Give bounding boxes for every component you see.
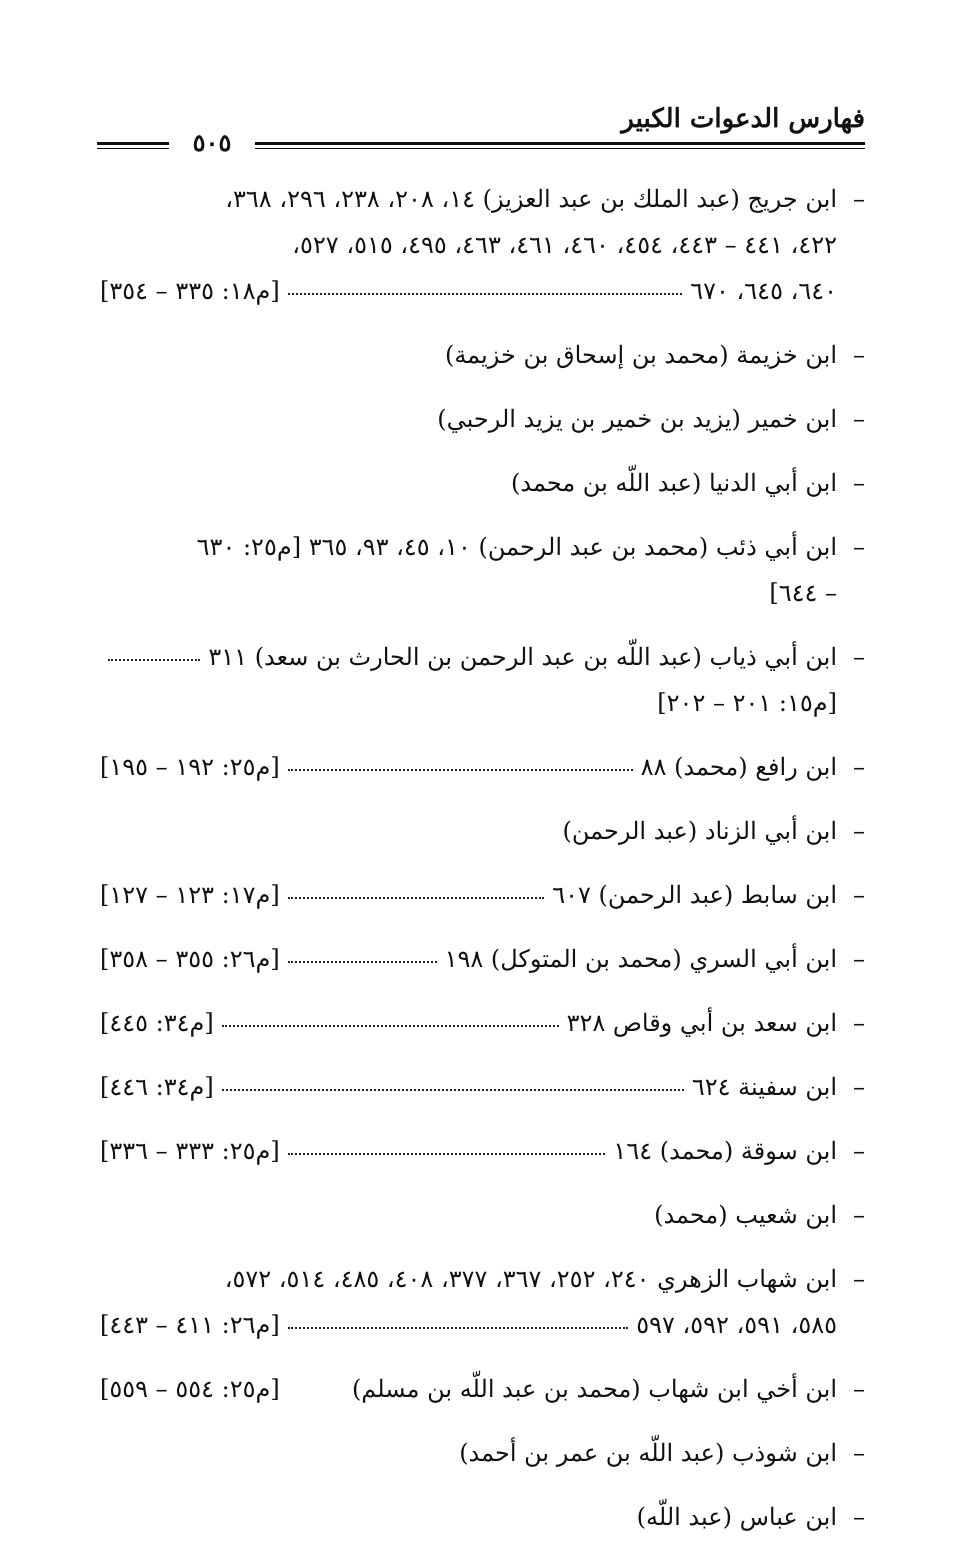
index-entry [100,1432,865,1478]
header-rule-right [255,142,865,149]
entry-dash: – [853,643,865,671]
dot-leader [288,1152,606,1155]
index-entry [100,526,865,618]
dot-leader [222,1088,684,1091]
entry-dash: – [853,817,865,845]
index-entry [100,874,865,920]
entry-line [100,810,837,856]
entry-line [100,270,837,316]
dot-leader [288,896,545,899]
entry-dash: – [853,1265,865,1293]
entry-line [100,1304,837,1350]
entry-text: ابن خمير (يزيد بن خمير بن يزيد الرحبي) [437,405,837,433]
entry-text: ابن شهاب الزهري ٢٤٠، ٢٥٢، ٣٦٧، ٣٧٧، ٤٠٨، ٤٨٥، ٥١٤، ٥٧٢، [224,1265,837,1293]
entry-text: ابن أبي الزناد (عبد الرحمن) [562,817,837,845]
entry-line [100,224,837,270]
index-entry [100,1002,865,1048]
dot-leader [222,1024,559,1027]
dot-leader [288,292,683,295]
page-number: ٥٠٥ [192,128,232,157]
entry-line [100,1368,837,1414]
entry-text: ابن سعد بن أبي وقاص ٣٢٨ [566,1009,837,1037]
entry-text: ٦٤٠، ٦٤٥، ٦٧٠ [690,277,837,305]
entry-dash: – [853,405,865,433]
index-entry [100,1194,865,1240]
index-entry [100,1066,865,1112]
index-entry [100,1496,865,1542]
entry-line [100,462,837,508]
entry-dash: – [853,341,865,369]
entry-line [100,1066,837,1112]
page-header [97,104,865,156]
entry-text: ابن أبي ذئب (محمد بن عبد الرحمن) ١٠، ٤٥، ٩٣، ٣٦٥ [م٢٥: ٦٣٠ [196,533,837,561]
index-entry [100,178,865,316]
entry-text: ابن جريج (عبد الملك بن عبد العزيز) ١٤، ٢٠٨، ٢٣٨، ٢٩٦، ٣٦٨، [225,185,837,213]
entry-dash: – [853,945,865,973]
index-entry [100,636,865,728]
header-rule-left [97,142,169,149]
entry-text: ابن سابط (عبد الرحمن) ٦٠٧ [552,881,837,909]
entry-dash: – [853,1439,865,1467]
entry-reference: [م٢٦: ٣٥٥ – ٣٥٨] [100,945,280,973]
entry-line [100,746,837,792]
entry-reference: [م٣٤: ٤٤٥] [100,1009,214,1037]
entry-dash: – [853,1073,865,1101]
entry-reference: [م١٧: ١٢٣ – ١٢٧] [100,881,280,909]
entry-text: ابن شعيب (محمد) [654,1201,837,1229]
entry-text: ابن سفينة ٦٢٤ [691,1073,837,1101]
entry-text: ابن أبي ذياب (عبد اللّه بن عبد الرحمن بن الحارث بن سعد) ٣١١ [208,643,837,671]
index-entry [100,1368,865,1414]
index-entry [100,746,865,792]
entry-line [100,526,837,572]
index-entry [100,810,865,856]
entry-line [100,1130,837,1176]
entry-text: – ٦٤٤] [769,579,837,607]
entry-text: ابن أبي السري (محمد بن المتوكل) ١٩٨ [444,945,837,973]
entry-reference: [م٢٥: ٣٣٣ – ٣٣٦] [100,1137,280,1165]
index-entry [100,1130,865,1176]
entry-line [100,1002,837,1048]
entry-reference: [م٢٦: ٤١١ – ٤٤٣] [100,1311,280,1339]
index-entry [100,1258,865,1350]
entry-reference: [م٢٥: ٥٥٤ – ٥٥٩] [100,1375,280,1403]
entry-dash: – [853,1503,865,1531]
entry-text: ابن شوذب (عبد اللّه بن عمر بن أحمد) [459,1439,837,1467]
entry-text: ابن خزيمة (محمد بن إسحاق بن خزيمة) [444,341,837,369]
entry-text: ابن أخي ابن شهاب (محمد بن عبد اللّه بن مسلم) [351,1375,837,1403]
entry-line [100,334,837,380]
entry-text: ابن أبي الدنيا (عبد اللّه بن محمد) [510,469,837,497]
entry-line [100,572,837,618]
entry-text: ٥٨٥، ٥٩١، ٥٩٢، ٥٩٧ [636,1311,837,1339]
dot-leader [288,1326,628,1329]
index-entry [100,462,865,508]
entry-line [100,636,837,682]
entry-dash: – [853,185,865,213]
entry-dash: – [853,1009,865,1037]
dot-leader [108,658,200,661]
dot-leader [288,960,437,963]
entry-line [100,682,837,728]
entry-reference: [م١٨: ٣٣٥ – ٣٥٤] [100,277,280,305]
entry-dash: – [853,1137,865,1165]
index-entry [100,334,865,380]
entry-line [100,874,837,920]
entry-reference: [م٣٤: ٤٤٦] [100,1073,214,1101]
entry-text: ابن رافع (محمد) ٨٨ [640,753,837,781]
entry-text: ابن سوقة (محمد) ١٦٤ [613,1137,837,1165]
entry-dash: – [853,469,865,497]
entry-line [100,1432,837,1478]
entry-dash: – [853,881,865,909]
entry-line [100,398,837,444]
index-entries [100,178,865,1560]
index-entry [100,398,865,444]
entry-line [100,178,837,224]
index-entry [100,938,865,984]
entry-text: ٤٢٢، ٤٤١ – ٤٤٣، ٤٥٤، ٤٦٠، ٤٦١، ٤٦٣، ٤٩٥، ٥١٥، ٥٢٧، [292,231,837,259]
entry-line [100,1258,837,1304]
entry-dash: – [853,1201,865,1229]
entry-line [100,1194,837,1240]
entry-text: ابن عباس (عبد اللّه) [636,1503,837,1531]
entry-dash: – [853,753,865,781]
entry-dash: – [853,533,865,561]
dot-leader [288,768,633,771]
entry-reference: [م٢٥: ١٩٢ – ١٩٥] [100,753,280,781]
entry-dash: – [853,1375,865,1403]
entry-line [100,938,837,984]
entry-text: [م١٥: ٢٠١ – ٢٠٢] [657,689,837,717]
entry-line [100,1496,837,1542]
running-title: فهارس الدعوات الكبير [621,104,865,134]
